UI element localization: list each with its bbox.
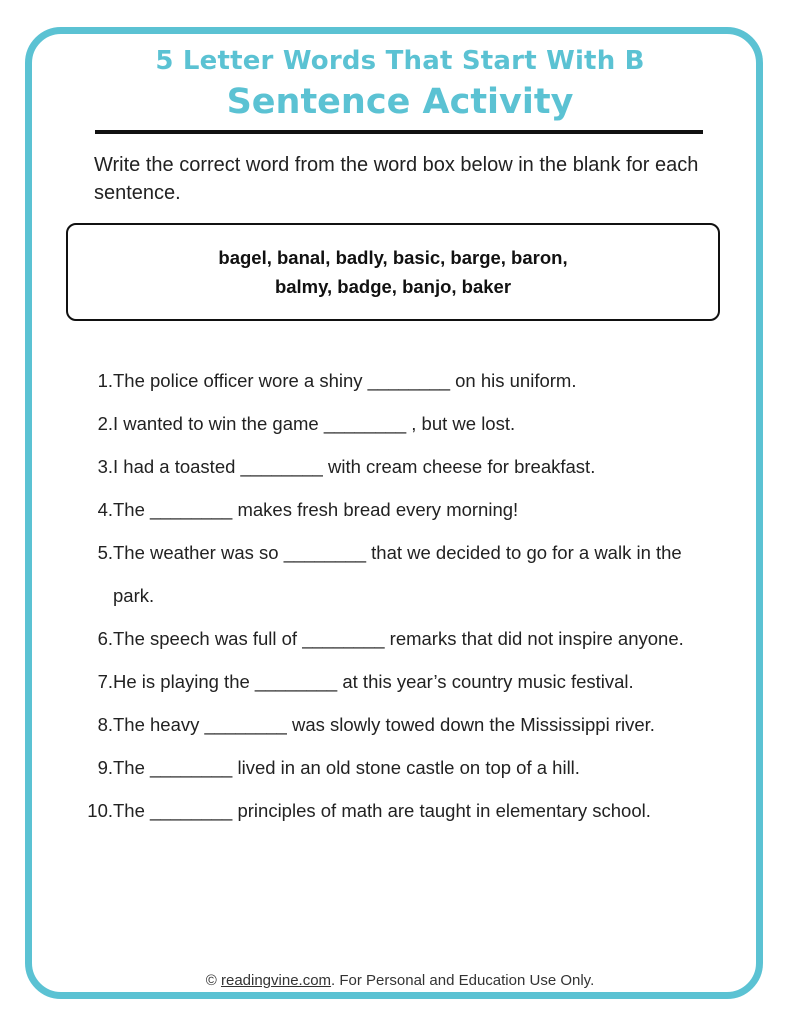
worksheet-subtitle: 5 Letter Words That Start With B	[155, 46, 645, 76]
sentence-number: 4.	[97, 499, 113, 520]
sentence-number: 9.	[97, 757, 113, 778]
sentence-number: 10.	[87, 800, 113, 821]
sentence-item	[70, 703, 750, 746]
sentence-text: I had a toasted ________ with cream cheese for breakfast.	[113, 456, 596, 477]
copyright-symbol: ©	[205, 972, 217, 989]
sentence-item	[70, 660, 750, 703]
instructions-text: Write the correct word from the word box below in the blank for each sentence.	[94, 154, 699, 204]
title-divider	[95, 130, 703, 134]
footer	[0, 972, 800, 989]
sentence-list	[70, 359, 750, 832]
sentence-text: The police officer wore a shiny ________ on his uniform.	[113, 370, 577, 391]
sentence-number: 7.	[97, 671, 113, 692]
sentence-item	[70, 359, 750, 402]
sentence-text: The heavy ________ was slowly towed down the Mississippi river.	[113, 714, 655, 735]
sentence-number: 8.	[97, 714, 113, 735]
website-link[interactable]: readingvine.com	[220, 972, 332, 989]
word-box-line-2: balmy, badge, banjo, baker	[274, 276, 512, 297]
sentence-text: The speech was full of ________ remarks that did not inspire anyone.	[113, 628, 684, 649]
sentence-item	[70, 531, 750, 617]
sentence-item	[70, 445, 750, 488]
sentence-item	[70, 617, 750, 660]
sentence-number: 2.	[97, 413, 113, 434]
sentence-text: He is playing the ________ at this year’s country music festival.	[113, 671, 634, 692]
sentence-number: 6.	[97, 628, 113, 649]
word-box	[66, 223, 720, 321]
sentence-item	[70, 402, 750, 445]
word-box-line-1: bagel, banal, badly, basic, barge, baron,	[218, 247, 568, 268]
sentence-text: The ________ makes fresh bread every morning!	[113, 499, 519, 520]
sentence-number: 1.	[97, 370, 113, 391]
sentence-item	[70, 488, 750, 531]
worksheet-title: Sentence Activity	[226, 82, 574, 122]
sentence-text: The ________ principles of math are taught in elementary school.	[113, 800, 651, 821]
sentence-text: I wanted to win the game ________ , but we lost.	[113, 413, 516, 434]
sentence-text: The weather was so ________ that we decided to go for a walk in the park.	[113, 542, 682, 606]
sentence-text: The ________ lived in an old stone castle on top of a hill.	[113, 757, 580, 778]
sentence-item	[70, 746, 750, 789]
sentence-item	[70, 789, 750, 832]
sentence-number: 5.	[97, 542, 113, 563]
footer-text: . For Personal and Education Use Only.	[331, 972, 595, 989]
sentence-number: 3.	[97, 456, 113, 477]
